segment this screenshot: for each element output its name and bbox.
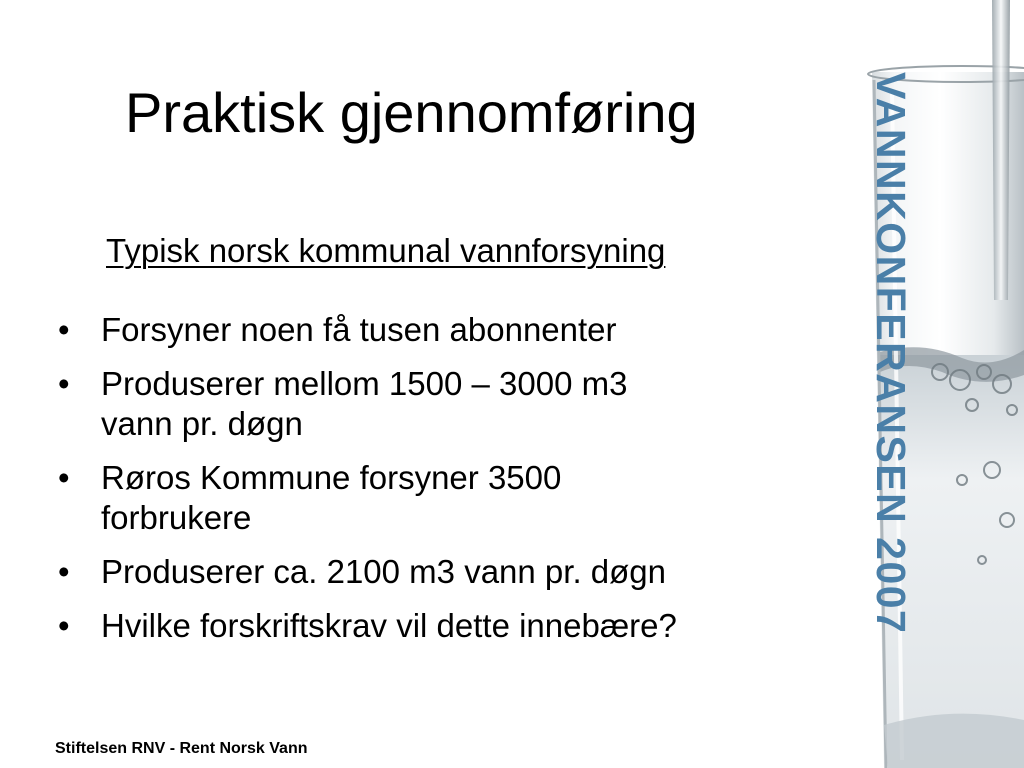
slide-subtitle: Typisk norsk kommunal vannforsyning [106, 232, 666, 269]
bullet-marker: • [58, 365, 70, 402]
bullet-item [58, 606, 818, 646]
bullet-item [58, 364, 818, 444]
brand-text: VANNKONFERANSEN 2007 [868, 72, 914, 635]
bullet-text: Forsyner noen få tusen abonnenter [101, 311, 617, 348]
bullet-marker: • [58, 459, 70, 496]
brand-vertical-text [868, 72, 914, 732]
bullet-marker: • [58, 311, 70, 348]
slide-title: Praktisk gjennomføring [125, 81, 698, 144]
bullet-text-continued: vann pr. døgn [101, 405, 303, 442]
bullet-item [58, 310, 818, 350]
bullet-text: Røros Kommune forsyner 3500 [101, 459, 562, 496]
bullet-marker: • [58, 553, 70, 590]
bullet-text: Produserer mellom 1500 – 3000 m3 [101, 365, 628, 402]
slide-footer: Stiftelsen RNV - Rent Norsk Vann [55, 740, 308, 757]
bullet-text: Hvilke forskriftskrav vil dette innebære? [101, 607, 677, 644]
bullet-marker: • [58, 607, 70, 644]
bullet-list [58, 310, 818, 660]
bullet-text: Produserer ca. 2100 m3 vann pr. døgn [101, 553, 666, 590]
bullet-item [58, 552, 818, 592]
bullet-text-continued: forbrukere [101, 499, 252, 536]
bullet-item [58, 458, 818, 538]
